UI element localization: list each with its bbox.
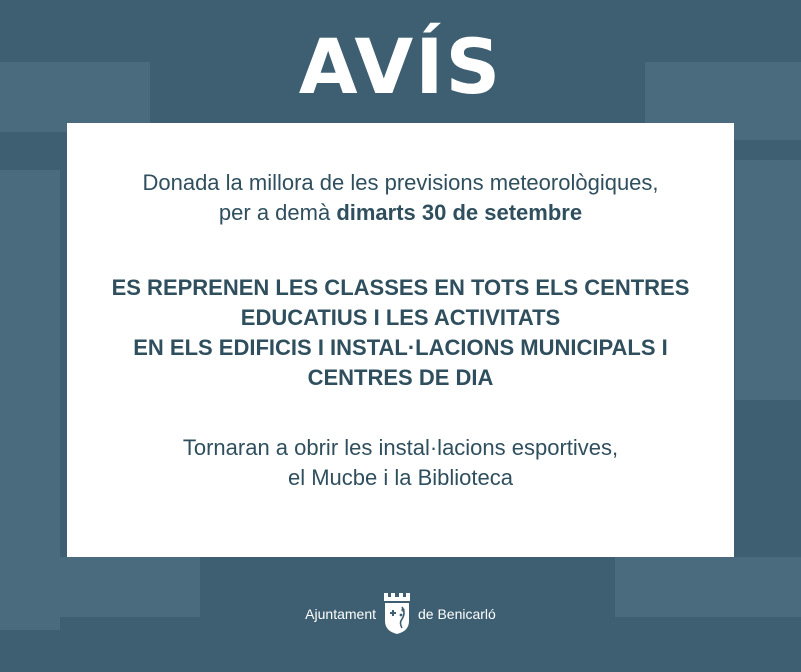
outro-line: el Mucbe i la Biblioteca: [287, 465, 513, 490]
notice-outro: [67, 433, 734, 493]
headline-line: ES REPRENEN LES CLASSES EN TOTS ELS CENTRES: [111, 275, 690, 300]
page-title: AVÍS: [298, 22, 503, 111]
outro-line: Tornaran a obrir les instal·lacions esportives,: [182, 435, 619, 460]
headline-line: EDUCATIUS I LES ACTIVITATS: [240, 305, 561, 330]
municipal-crest-icon: [382, 593, 412, 635]
notice-card: [67, 123, 734, 557]
headline-line: CENTRES DE DIA: [307, 365, 494, 390]
intro-date: dimarts 30 de setembre: [336, 200, 583, 225]
footer-text-right: de Benicarló: [418, 606, 496, 622]
intro-line-1: Donada la millora de les previsions meteorològiques,: [142, 170, 659, 195]
notice-headline: [67, 273, 734, 393]
headline-line: EN ELS EDIFICIS I INSTAL·LACIONS MUNICIPALS I: [133, 335, 668, 360]
background-shield-right: [735, 160, 801, 400]
footer-logo: [0, 590, 801, 638]
intro-line-2-prefix: per a demà: [218, 200, 337, 225]
footer-text-left: Ajuntament: [305, 606, 376, 622]
notice-intro: [67, 168, 734, 228]
